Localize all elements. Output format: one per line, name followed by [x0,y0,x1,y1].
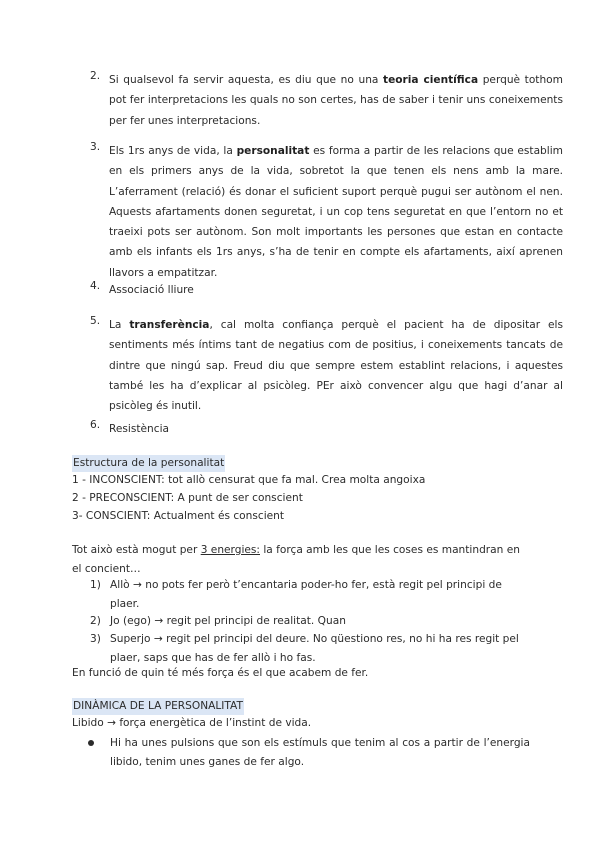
estructura-line: 2 - PRECONSCIENT: A punt de ser conscient [72,492,303,504]
bullet-dot [88,740,94,746]
list-number: 6. [90,419,101,431]
list-text: Resistència [109,423,170,435]
energies-closing: En funció de quin té més força és el que acabem de fer. [72,667,369,679]
bold-term: transferència [129,319,210,331]
list-text: Associació lliure [109,284,194,296]
list-number: 3. [90,141,101,153]
list-number: 5. [90,315,101,327]
bold-term: personalitat [236,145,310,157]
list-text: Si qualsevol fa servir aquesta, es diu que no una teoria científica perquè tothom pot fer interpretacions les quals no son certes, has de saber i tenir uns coneixements per fer unes interpretacions. [109,74,563,127]
section-heading-estructura: Estructura de la personalitat [72,455,225,472]
list-text: Els 1rs anys de vida, la personalitat es forma a partir de les relacions que establim en els primers anys de la vida, sobretot la que tenen els nens amb la mare. L’aferrament (relació) és donar el suficient suport perquè pugui ser autònom el nen. Aquests afartaments donen seguretat, i un cop tens seguretat en que l’entorn no et traeixi pots ser autònom. Son molt importants les persones que estan en contacte amb els infants els 1rs anys, s’ha de tenir en compte els afartaments, així aprenen llavors a empatitzar. [109,145,563,279]
estructura-line: 3- CONSCIENT: Actualment és conscient [72,510,285,522]
bold-term: teoria científica [383,74,479,86]
document-page: 2. Si qualsevol fa servir aquesta, es diu que no una teoria científica perquè tothom pot fer interpretacions les quals no son certes, has de saber i tenir uns coneixements per fer unes interpretacions. 3. Els 1rs anys de vida, la personalitat es forma a partir de les relacions que establim en els primers anys de la vida, sobretot la que tenen els nens amb la mare. L’aferrament (relació) és donar el suficient suport perquè pugui ser autònom el nen. Aquests afartaments donen seguretat, i un cop tens seguretat en que l’entorn no et traeixi pots ser autònom. Son molt importants les persones que estan en contacte amb els infants els 1rs anys, s’ha de tenir en compte els afartaments, així aprenen llavors a empatitzar. 4. Associació lliure 5. La transferència, cal molta confiança perquè el pacient ha de dipositar els sentiments més íntims tant de negatius com de positius, i coneixements tancats de dintre que ningú sap. Freud diu que sempre estem establint relacions, i aquestes també les ha d’explicar al psicòleg. PEr això convencer algu que hagi d’anar al psicòleg és inutil. 6. Resistència Estructura de la personalitat 1 - INCONSCIENT: tot allò censurat que fa mal. Crea molta angoixa 2 - PRECONSCIENT: A punt de ser conscient 3- CONSCIENT: Actualment és conscient Tot això està mogut per 3 energies: la força amb les que les coses es mantindran en el concient… 1) Allò → no pots fer però t’encantaria poder-ho fer, està regit pel principi de plaer. 2) Jo (ego) → regit pel principi de realitat. Quan 3) Superjo → regit pel principi del deure. No qüestiono res, no hi ha res regit pel plaer, saps que has de fer allò i ho fas. En funció de quin té més força és el que acabem de fer. DINÀMICA DE LA PERSONALITAT Libido → força energètica de l’instint de vida. Hi ha unes pulsions que son els estímuls que tenim al cos a partir de l’energia libido, tenim unes ganes de fer algo. [72,70,564,768]
energies-underlined: 3 energies: [200,544,260,556]
section-heading-dinamica: DINÀMICA DE LA PERSONALITAT [72,698,244,715]
list-number: 4. [90,280,101,292]
dinamica-line: Libido → força energètica de l’instint de vida. [72,717,312,729]
energies-intro: Tot això està mogut per 3 energies: la força amb les que les coses es mantindran en el concient… [72,544,520,575]
estructura-line: 1 - INCONSCIENT: tot allò censurat que fa mal. Crea molta angoixa [72,474,426,486]
list-number: 2. [90,70,101,82]
list-text: La transferència, cal molta confiança perquè el pacient ha de dipositar els sentiments més íntims tant de negatius com de positius, i coneixements tancats de dintre que ningú sap. Freud diu que sempre estem establint relacions, i aquestes també les ha d’explicar al psicòleg. PEr això convencer algu que hagi d’anar al psicòleg és inutil. [109,319,564,413]
